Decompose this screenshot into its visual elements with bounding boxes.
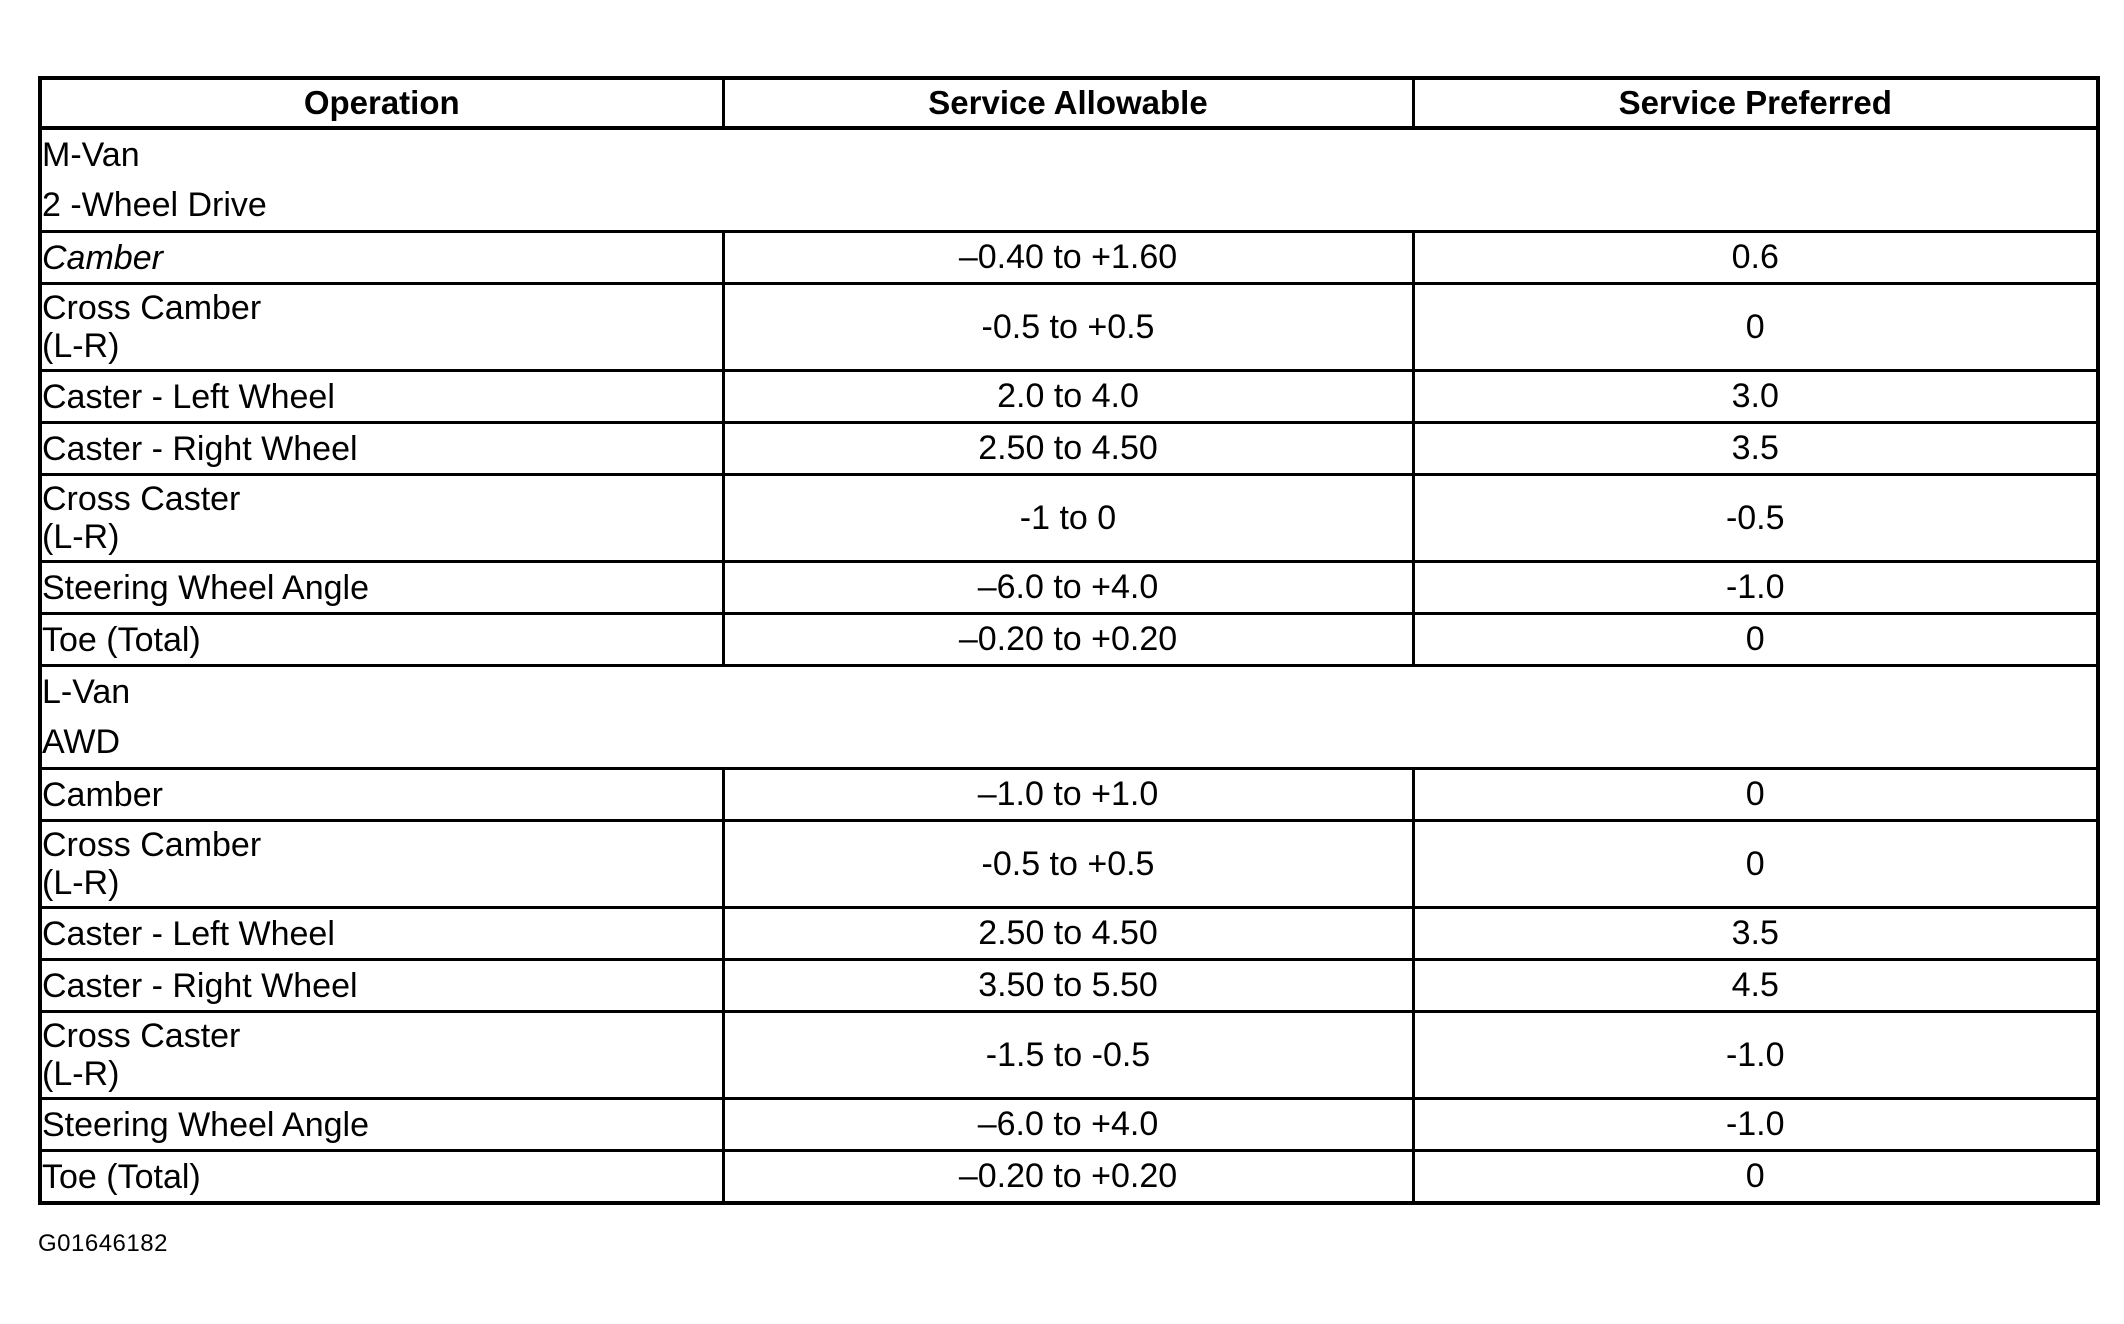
operation-cell-cross-caster-l-r	[40, 1012, 723, 1099]
table-row	[40, 821, 2098, 908]
group-vehicle-label: L-Van	[42, 673, 131, 711]
service-allowable-cell: –6.0 to +4.0	[723, 1099, 1413, 1151]
group-header-row	[40, 128, 2098, 232]
figure-id: G01646182	[38, 1230, 168, 1257]
operation-label: Toe (Total)	[42, 620, 201, 659]
operation-sublabel: (L-R)	[42, 327, 120, 365]
operation-label: Cross Caster	[42, 480, 241, 518]
operation-cell-toe-total	[40, 614, 723, 666]
operation-label: Cross Caster	[42, 1017, 241, 1055]
table-row	[40, 960, 2098, 1012]
table-body	[40, 128, 2098, 1203]
operation-cell-caster-right-wheel	[40, 960, 723, 1012]
group-title	[40, 128, 2098, 232]
table-row	[40, 908, 2098, 960]
table-row	[40, 1012, 2098, 1099]
operation-cell-camber	[40, 769, 723, 821]
service-allowable-cell: –0.20 to +0.20	[723, 614, 1413, 666]
operation-cell-cross-camber-l-r	[40, 821, 723, 908]
operation-label: Caster - Right Wheel	[42, 966, 358, 1005]
operation-cell-caster-right-wheel	[40, 423, 723, 475]
operation-sublabel: (L-R)	[42, 1055, 120, 1093]
service-allowable-cell: -0.5 to +0.5	[723, 821, 1413, 908]
service-preferred-cell: 0	[1413, 614, 2098, 666]
alignment-spec-sheet	[38, 76, 2096, 1205]
service-preferred-cell: -1.0	[1413, 1012, 2098, 1099]
table-row	[40, 562, 2098, 614]
table-row	[40, 1099, 2098, 1151]
service-preferred-cell: 0	[1413, 821, 2098, 908]
service-allowable-cell: 2.0 to 4.0	[723, 371, 1413, 423]
service-preferred-cell: 4.5	[1413, 960, 2098, 1012]
group-title	[40, 666, 2098, 769]
group-header-row	[40, 666, 2098, 769]
operation-cell-toe-total	[40, 1151, 723, 1204]
service-preferred-cell: 0	[1413, 284, 2098, 371]
operation-label: Camber	[42, 775, 163, 814]
operation-label: Cross Camber	[42, 826, 262, 864]
operation-label: Cross Camber	[42, 289, 262, 327]
header-service-allowable: Service Allowable	[723, 78, 1413, 128]
service-preferred-cell: 3.0	[1413, 371, 2098, 423]
service-preferred-cell: 0	[1413, 769, 2098, 821]
operation-label: Caster - Left Wheel	[42, 914, 335, 953]
service-preferred-cell: -1.0	[1413, 562, 2098, 614]
service-allowable-cell: -1.5 to -0.5	[723, 1012, 1413, 1099]
operation-cell-camber	[40, 232, 723, 284]
operation-cell-steering-wheel-angle	[40, 562, 723, 614]
operation-label: Caster - Right Wheel	[42, 429, 358, 468]
service-allowable-cell: –0.20 to +0.20	[723, 1151, 1413, 1204]
operation-cell-caster-left-wheel	[40, 371, 723, 423]
table-row	[40, 423, 2098, 475]
service-allowable-cell: -0.5 to +0.5	[723, 284, 1413, 371]
operation-cell-steering-wheel-angle	[40, 1099, 723, 1151]
group-drive-label: AWD	[42, 723, 121, 761]
operation-sublabel: (L-R)	[42, 518, 120, 556]
service-allowable-cell: 2.50 to 4.50	[723, 908, 1413, 960]
service-allowable-cell: –0.40 to +1.60	[723, 232, 1413, 284]
service-allowable-cell: –6.0 to +4.0	[723, 562, 1413, 614]
service-allowable-cell: 2.50 to 4.50	[723, 423, 1413, 475]
group-vehicle-label: M-Van	[42, 136, 140, 174]
operation-label: Steering Wheel Angle	[42, 1105, 369, 1144]
table-row	[40, 284, 2098, 371]
operation-cell-cross-caster-l-r	[40, 475, 723, 562]
header-service-preferred: Service Preferred	[1413, 78, 2098, 128]
table-row	[40, 614, 2098, 666]
operation-cell-cross-camber-l-r	[40, 284, 723, 371]
service-preferred-cell: 3.5	[1413, 908, 2098, 960]
service-preferred-cell: 0.6	[1413, 232, 2098, 284]
header-operation: Operation	[40, 78, 723, 128]
operation-label: Steering Wheel Angle	[42, 568, 369, 607]
operation-cell-caster-left-wheel	[40, 908, 723, 960]
table-row	[40, 1151, 2098, 1204]
header-row	[40, 78, 2098, 128]
table-row	[40, 232, 2098, 284]
table-row	[40, 475, 2098, 562]
service-allowable-cell: 3.50 to 5.50	[723, 960, 1413, 1012]
service-preferred-cell: -1.0	[1413, 1099, 2098, 1151]
operation-label: Caster - Left Wheel	[42, 377, 335, 416]
table-row	[40, 769, 2098, 821]
service-preferred-cell: 3.5	[1413, 423, 2098, 475]
service-preferred-cell: 0	[1413, 1151, 2098, 1204]
alignment-spec-table	[38, 76, 2100, 1205]
table-row	[40, 371, 2098, 423]
service-allowable-cell: –1.0 to +1.0	[723, 769, 1413, 821]
service-preferred-cell: -0.5	[1413, 475, 2098, 562]
operation-label: Camber	[42, 238, 163, 277]
operation-label: Toe (Total)	[42, 1157, 201, 1196]
group-drive-label: 2 -Wheel Drive	[42, 186, 267, 224]
service-allowable-cell: -1 to 0	[723, 475, 1413, 562]
operation-sublabel: (L-R)	[42, 864, 120, 902]
